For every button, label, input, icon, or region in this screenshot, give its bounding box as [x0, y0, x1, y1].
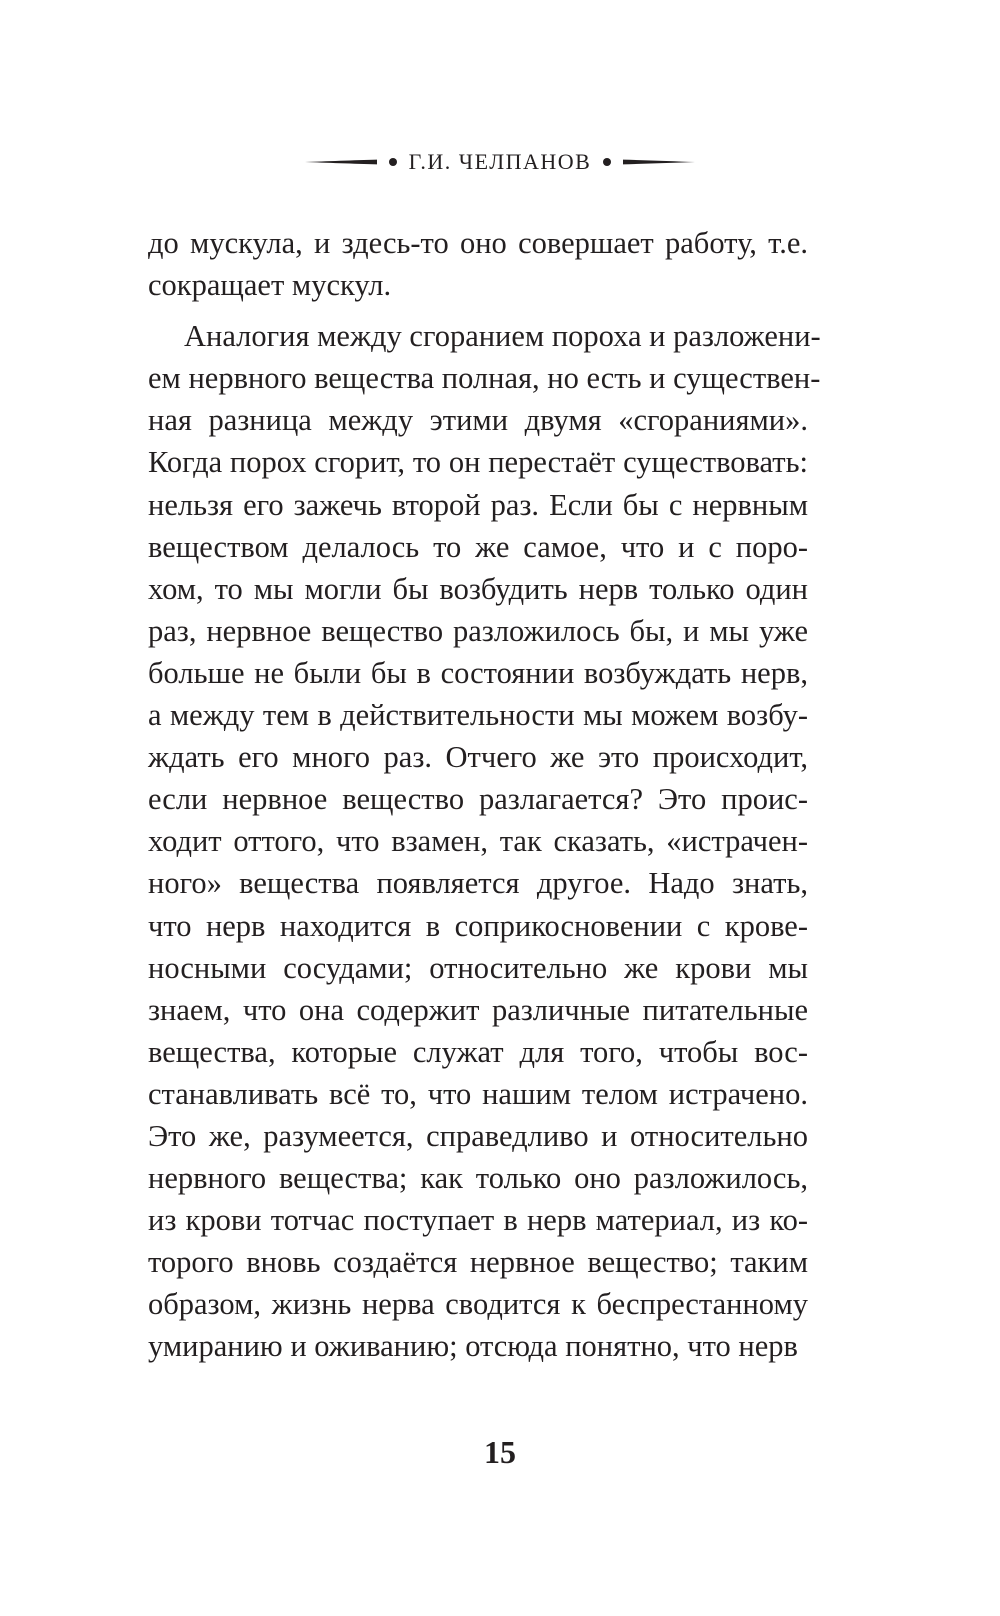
right-ornament-icon: [623, 157, 695, 167]
text-line: станавливать всё то, что нашим телом истрачено.: [148, 1076, 808, 1111]
text-line: веществом делалось то же самое, что и с поро-: [148, 529, 808, 564]
text-line: носными сосудами; относительно же крови мы: [148, 950, 808, 985]
page-body-text: [148, 222, 821, 1368]
text-line: знаем, что она содержит различные питательные: [148, 992, 808, 1027]
text-line: сокращает мускул.: [148, 268, 392, 303]
text-line: Когда порох сгорит, то он перестаёт существовать:: [148, 445, 808, 480]
right-dot-icon: [603, 158, 611, 166]
text-line: Это же, разумеется, справедливо и относительно: [148, 1118, 808, 1153]
text-line: умиранию и оживанию; отсюда понятно, что нерв: [148, 1329, 798, 1364]
text-line: ждать его много раз. Отчего же это происходит,: [148, 740, 808, 775]
running-header-title: Г.И. ЧЕЛПАНОВ: [408, 149, 592, 174]
text-line: ного» вещества появляется другое. Надо знать,: [148, 866, 808, 901]
text-line: до мускула, и здесь-то оно совершает работу, т.е.: [148, 226, 808, 260]
text-line: если нервное вещество разлагается? Это проис-: [148, 782, 808, 817]
text-line: больше не были бы в состоянии возбуждать нерв,: [148, 655, 808, 690]
running-header: [0, 142, 1000, 182]
text-line: что нерв находится в соприкосновении с крове-: [148, 908, 808, 943]
text-line: раз, нервное вещество разложилось бы, и мы уже: [148, 613, 808, 648]
left-ornament-icon: [305, 157, 377, 167]
paragraph: [148, 315, 821, 1367]
text-line: ем нервного вещества полная, но есть и существен-: [148, 361, 821, 396]
text-line: из крови тотчас поступает в нерв материал, из ко-: [148, 1203, 808, 1238]
text-line: хом, то мы могли бы возбудить нерв только один: [148, 571, 808, 606]
text-line: а между тем в действительности мы можем возбу-: [148, 698, 808, 733]
left-dot-icon: [389, 158, 397, 166]
text-line: вещества, которые служат для того, чтобы вос-: [148, 1034, 808, 1069]
paragraph-gap: [148, 306, 808, 315]
text-line: торого вновь создаётся нервное вещество; таким: [148, 1245, 808, 1280]
text-line: ная разница между этими двумя «сгораниями».: [148, 403, 808, 438]
text-line: образом, жизнь нерва сводится к беспрестанному: [148, 1287, 808, 1322]
text-line: ходит оттого, что взамен, так сказать, «истрачен-: [148, 824, 808, 859]
text-line: нервного вещества; как только оно разложилось,: [148, 1161, 808, 1196]
paragraph: [148, 222, 808, 306]
text-line: Аналогия между сгоранием пороха и разложени-: [184, 319, 821, 354]
text-line: нельзя его зажечь второй раз. Если бы с нервным: [148, 487, 808, 522]
page-number: 15: [484, 1434, 516, 1470]
